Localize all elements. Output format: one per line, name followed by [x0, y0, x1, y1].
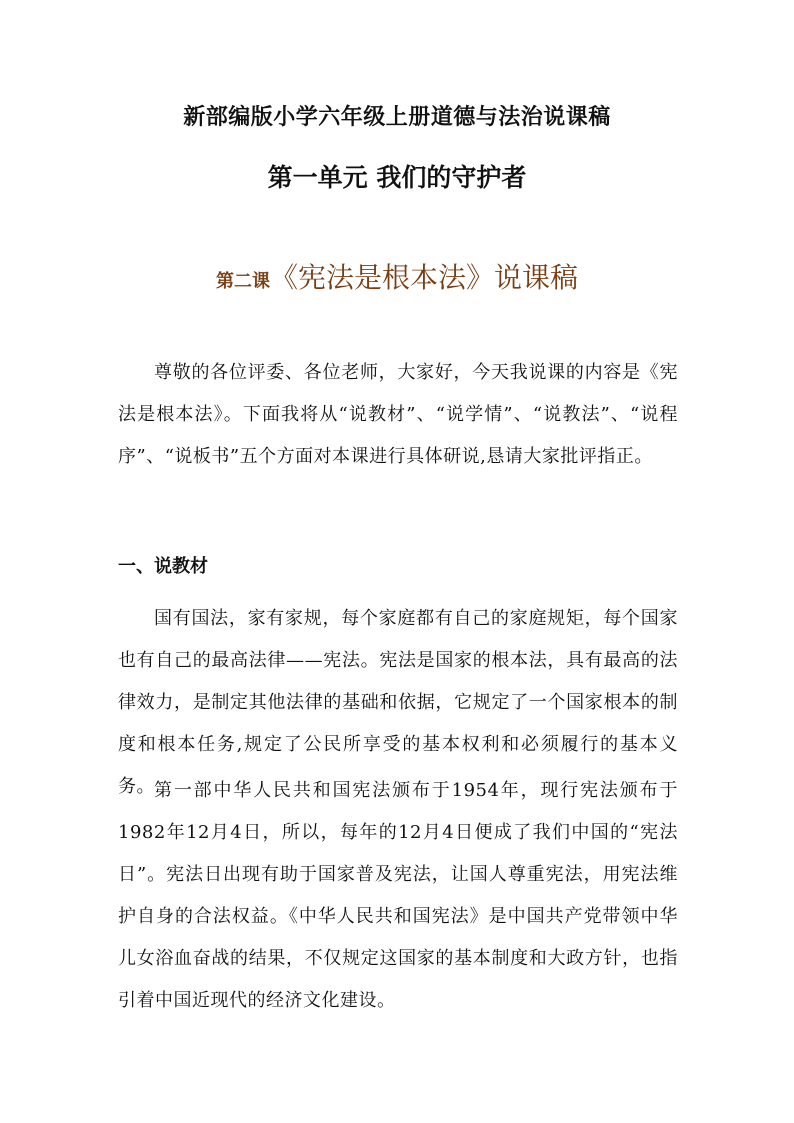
document-title: 新部编版小学六年级上册道德与法治说课稿 [183, 104, 611, 130]
unit-title: 第一单元 我们的守护者 [267, 163, 527, 192]
body-paragraph: 国有国法，家有家规，每个家庭都有自己的家庭规矩，每个国家也有自己的最高法律——宪法。宪法是国家的根本法，具有最高的法律效力，是制定其他法律的基础和依据，它规定了一个国家根本的制度和根本任务,规定了公民所享受的基本权利和必须履行的基本义务。 [118, 608, 678, 797]
lesson-number: 第二课 [215, 271, 270, 292]
lesson-title [0, 256, 794, 296]
lesson-name: 《宪法是根本法》说课稿 [269, 261, 578, 294]
section-heading: 一、说教材 [118, 556, 208, 577]
body-paragraph: 第一部中华人民共和国宪法颁布于1954年，现行宪法颁布于1982年12月4日，所以，每年的12月4日便成了我们中国的“宪法日”。宪法日出现有助于国家普及宪法，让国人尊重宪法，用宪法维护自身的合法权益。《中华人民共和国宪法》是中国共产党带领中华儿女浴血奋战的结果，不仅规定这国家的基本制度和大政方针，也指引着中国近现代的经济文化建设。 [118, 780, 678, 1011]
intro-paragraph: 尊敬的各位评委、各位老师，大家好，今天我说课的内容是《宪法是根本法》。下面我将从“说教材”、“说学情”、“说教法”、“说程序”、“说板书”五个方面对本课进行具体研说,恳请大家批评指正。 [118, 362, 678, 467]
